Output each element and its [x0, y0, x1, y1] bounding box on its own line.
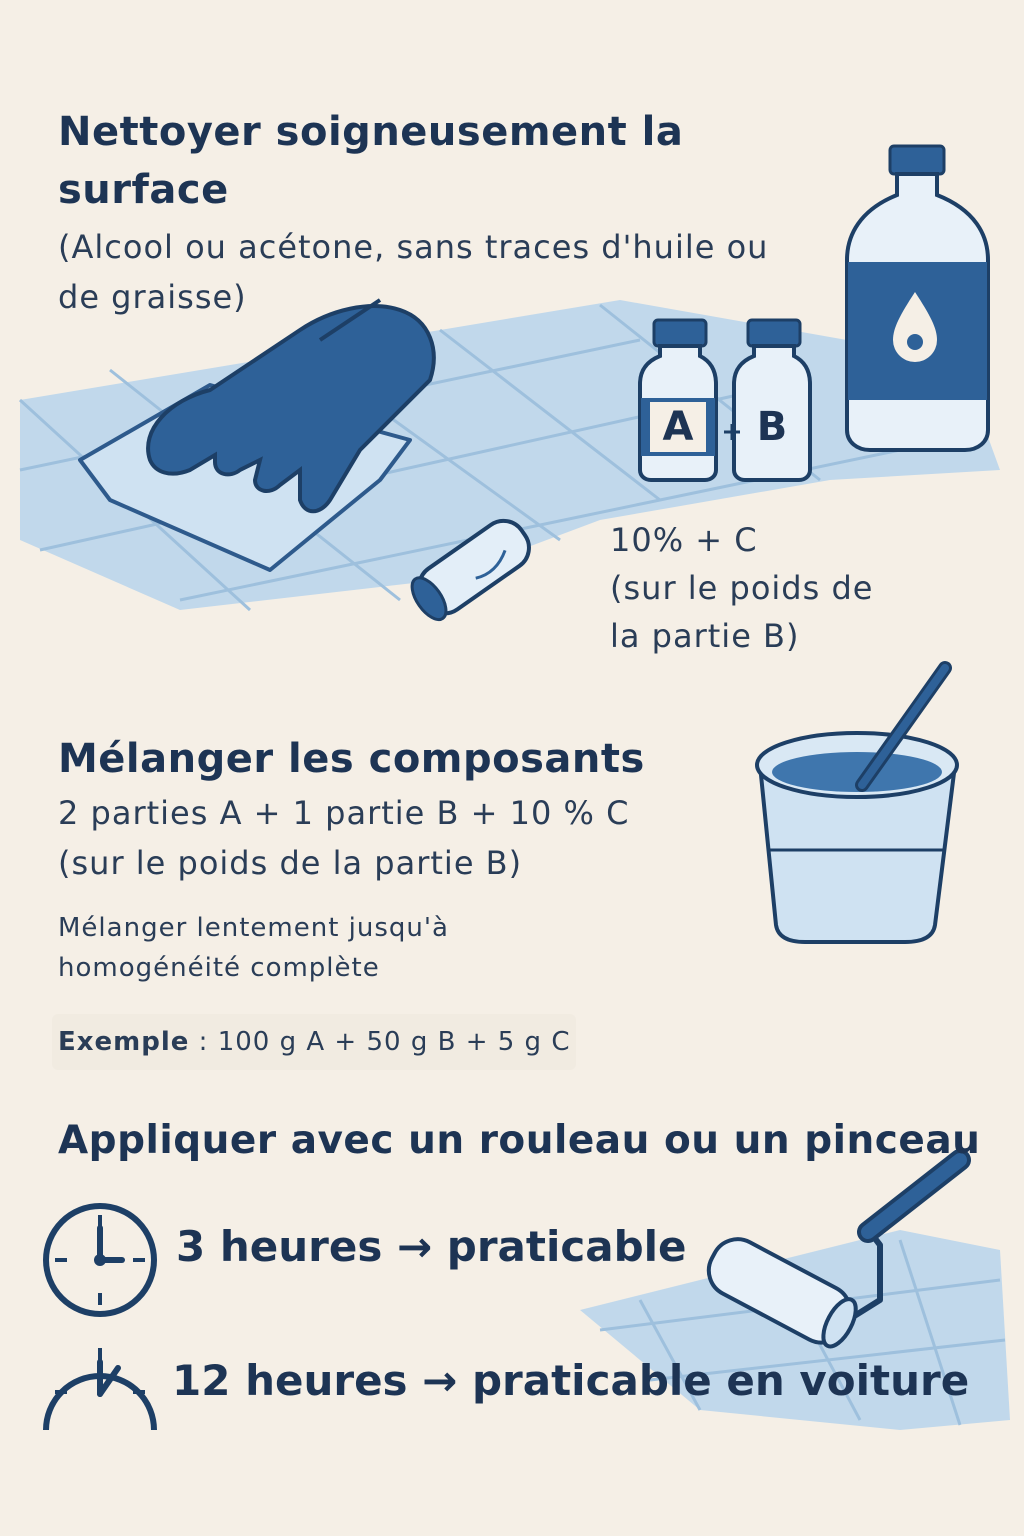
step1-subtitle: (Alcool ou acétone, sans traces d'huile ou de graisse) [58, 228, 769, 316]
mix-instruction-line: homogénéité complète [58, 953, 380, 983]
step2-ratio-line: (sur le poids de la partie B) [58, 844, 523, 882]
ratio-note-line: (sur le poids de [610, 569, 874, 607]
step2-ratio-line: 2 parties A + 1 partie B + 10 % C [58, 794, 630, 832]
step2-title: Mélanger les composants [58, 736, 645, 782]
example-label: Exemple [58, 1027, 190, 1057]
bucket-icon [757, 668, 957, 942]
step3-title: Appliquer avec un rouleau ou un pinceau [58, 1118, 981, 1163]
clock-icon [46, 1348, 154, 1430]
step1-title: Nettoyer soigneusement la surface [58, 109, 684, 213]
cure-time-drivable: 12 heures → praticable en voiture [172, 1356, 970, 1405]
clock-icon [46, 1206, 154, 1314]
ratio-note-line: 10% + C [610, 521, 758, 559]
example-box [52, 1014, 576, 1070]
bottle-icon [847, 146, 988, 450]
bottle-b-label: B [756, 404, 788, 450]
mix-instruction-line: Mélanger lentement jusqu'à [58, 913, 449, 943]
cure-time-walkable: 3 heures → praticable [176, 1222, 687, 1271]
ratio-note [610, 516, 873, 660]
ratio-note-line: la partie B) [610, 617, 800, 655]
bottle-a-label: A [662, 404, 694, 450]
example-value: : 100 g A + 50 g B + 5 g C [189, 1027, 571, 1057]
